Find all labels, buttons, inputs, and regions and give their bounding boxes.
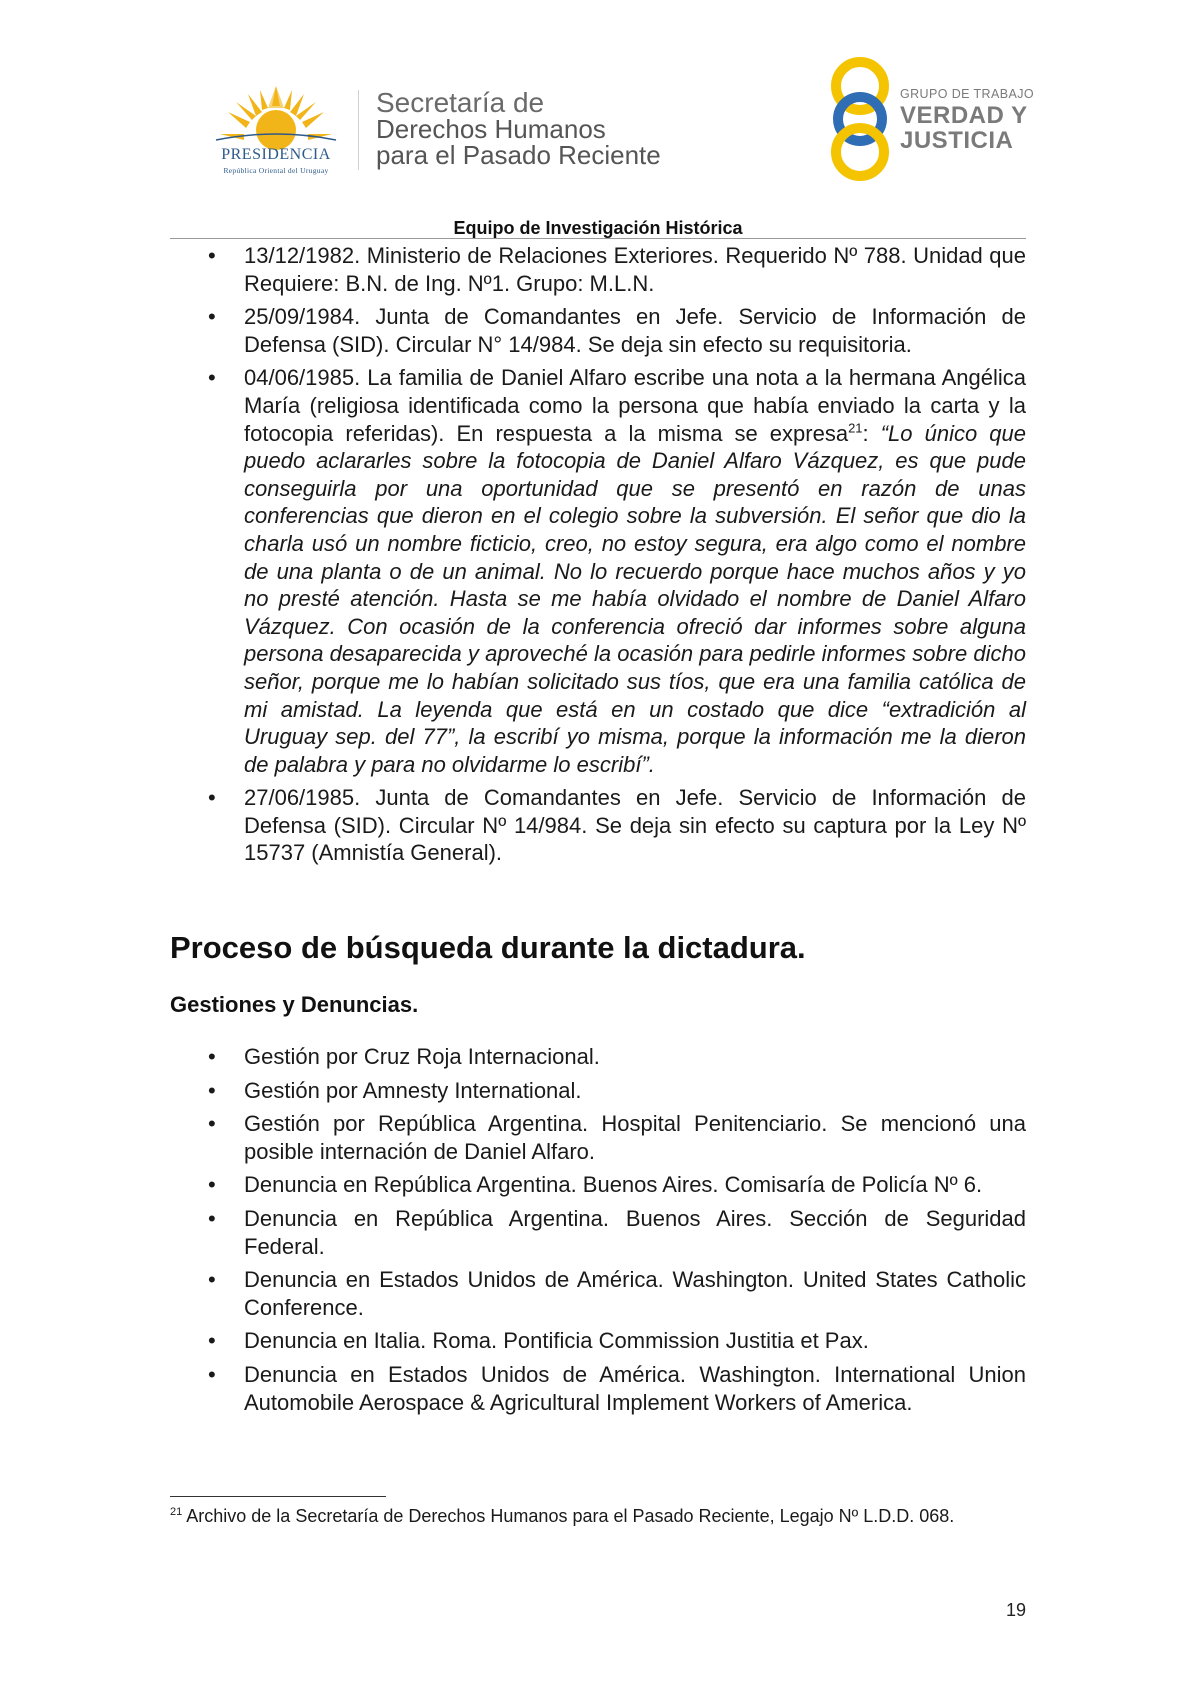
- vj-line-1: GRUPO DE TRABAJO: [900, 87, 1034, 101]
- footnote-number: 21: [170, 1506, 183, 1518]
- presidencia-label: PRESIDENCIA: [221, 146, 331, 163]
- bullet: •: [208, 1361, 216, 1387]
- verdad-justicia-logo: [822, 56, 898, 182]
- section-title: Proceso de búsqueda durante la dictadura.: [170, 930, 806, 965]
- item-text: Denuncia en Estados Unidos de América. Washington. United States Catholic Conference.: [244, 1267, 1026, 1320]
- item-text: Gestión por Amnesty International.: [244, 1077, 582, 1103]
- list-item: [170, 1043, 1026, 1071]
- item-text: 04/06/1985. La familia de Daniel Alfaro escribe una nota a la hermana Angélica María (religiosa identificada como la persona que había enviado la carta y la fotocopia referidas). En respuesta a la misma se expresa: [244, 365, 1026, 446]
- list-item: [170, 1266, 1026, 1321]
- bullet: •: [208, 365, 216, 391]
- item-colon: :: [862, 420, 881, 446]
- footnote-ref: 21: [848, 420, 863, 436]
- list-item: [170, 784, 1026, 867]
- list-item: [170, 364, 1026, 778]
- item-text: Gestión por República Argentina. Hospital Penitenciario. Se mencionó una posible internación de Daniel Alfaro.: [244, 1111, 1026, 1164]
- bullet: •: [208, 1205, 216, 1231]
- footnote: [170, 1504, 1026, 1528]
- list-item: [170, 1171, 1026, 1199]
- item-text: 13/12/1982. Ministerio de Relaciones Exteriores. Requerido Nº 788. Unidad que Requiere: B.N. de Ing. Nº1. Grupo: M.L.N.: [244, 243, 1026, 296]
- list-item: [170, 242, 1026, 297]
- secretaria-title: [376, 87, 661, 170]
- content-bottom: [170, 1043, 1026, 1416]
- secretaria-line-2: Derechos Humanos: [376, 114, 606, 144]
- list-item: [170, 1110, 1026, 1165]
- item-text: Denuncia en República Argentina. Buenos Aires. Comisaría de Policía Nº 6.: [244, 1172, 983, 1198]
- bullet: •: [208, 1044, 216, 1069]
- bullet: •: [208, 1111, 216, 1137]
- footnote-text: Archivo de la Secretaría de Derechos Humanos para el Pasado Reciente, Legajo Nº L.D.D. 068.: [182, 1506, 955, 1526]
- list-item: [170, 303, 1026, 358]
- list-item: [170, 1327, 1026, 1355]
- item-text: Gestión por Cruz Roja Internacional.: [244, 1044, 600, 1069]
- team-header: Equipo de Investigación Histórica: [453, 218, 743, 238]
- bullet: •: [208, 1172, 216, 1198]
- bullet: •: [208, 785, 216, 811]
- records-list: [170, 242, 1026, 867]
- item-text: Denuncia en República Argentina. Buenos Aires. Sección de Seguridad Federal.: [244, 1205, 1026, 1259]
- presidencia-subtitle: República Oriental del Uruguay: [223, 166, 329, 175]
- page-number: 19: [1005, 1600, 1026, 1620]
- quote-text: “Lo único que puedo aclararles sobre la fotocopia de Daniel Alfaro Vázquez, es que pude conseguirla por una oportunidad que se presentó en razón de unas conferencias que dieron en el colegio sobre la subversión. El señor que dio la charla usó un nombre ficticio, creo, no estoy segura, era algo como el nombre de una planta o de un animal. No lo recuerdo porque hace muchos años y yo no presté atención. Hasta se me había olvidado el nombre de Daniel Alfaro Vázquez. Con ocasión de la conferencia ofreció dar informes sobre alguna persona desaparecida y aproveché la ocasión para pedirle informes sobre dicho señor, porque me lo habían solicitado sus tíos, que era una familia católica de mi amistad. La leyenda que está en un costado que dice “extradición al Uruguay sep. del 77”, la escribí yo misma, porque la información me la dieron de palabra y para no olvidarme lo escribí”.: [244, 420, 1026, 777]
- subsection-title: Gestiones y Denuncias.: [170, 992, 419, 1017]
- presidencia-sun-logo: [196, 78, 356, 180]
- item-text: 25/09/1984. Junta de Comandantes en Jefe. Servicio de Información de Defensa (SID). Circular N° 14/984. Se deja sin efecto su requisitoria.: [244, 304, 1026, 357]
- bullet: •: [208, 243, 216, 268]
- list-item: [170, 1077, 1026, 1105]
- header-divider: [358, 90, 359, 170]
- list-item: [170, 1205, 1026, 1260]
- gestiones-list: [170, 1043, 1026, 1416]
- content-top: [170, 242, 1026, 867]
- bullet: •: [208, 1077, 216, 1103]
- item-text: Denuncia en Italia. Roma. Pontificia Commission Justitia et Pax.: [244, 1328, 869, 1354]
- bullet: •: [208, 304, 216, 330]
- list-item: [170, 1361, 1026, 1416]
- bullet: •: [208, 1267, 216, 1293]
- vj-line-2: VERDAD Y: [900, 101, 1028, 129]
- footnote-rule: [170, 1496, 386, 1497]
- vj-line-3: JUSTICIA: [900, 126, 1014, 154]
- secretaria-line-3: para el Pasado Reciente: [376, 140, 661, 170]
- header-rule: [170, 238, 1026, 239]
- item-text: 27/06/1985. Junta de Comandantes en Jefe. Servicio de Información de Defensa (SID). Circular Nº 14/984. Se deja sin efecto su captura por la Ley Nº 15737 (Amnistía General).: [244, 785, 1026, 866]
- secretaria-line-1: Secretaría de: [376, 87, 545, 118]
- item-text: Denuncia en Estados Unidos de América. Washington. International Union Automobile Aerospace & Agricultural Implement Workers of America.: [244, 1361, 1026, 1415]
- bullet: •: [208, 1328, 216, 1354]
- verdad-justicia-text: [900, 88, 1034, 153]
